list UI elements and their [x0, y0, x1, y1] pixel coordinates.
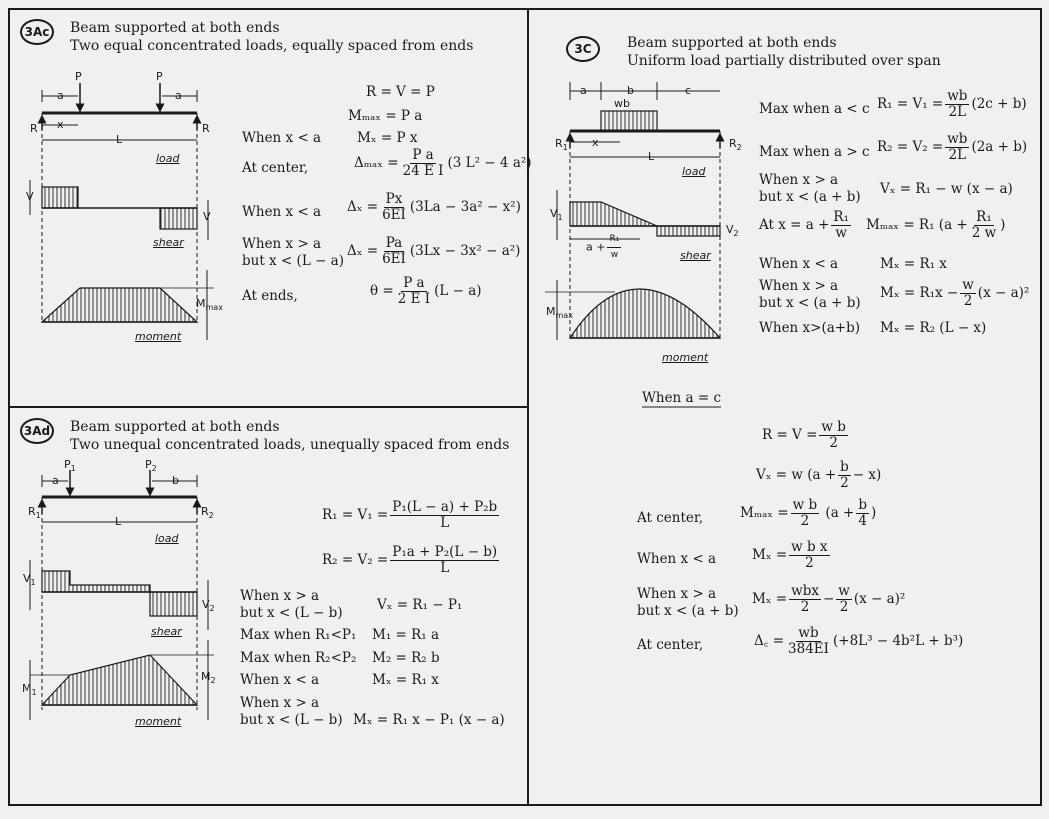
- condition: but x < (L − a): [242, 253, 345, 269]
- formula: R₂ = V₂ = $\frac{\text{P₁a + P₂(L − b)}}{L}$: [322, 544, 498, 576]
- formula: Mₓ = R₂ (L − x): [880, 320, 987, 336]
- condition: When x > a: [637, 586, 717, 602]
- condition: At center,: [637, 637, 704, 653]
- condition: but x < (a + b): [637, 603, 739, 619]
- label-r2: $R_2$: [201, 505, 214, 521]
- panel-subtitle: Two equal concentrated loads, equally spaced from ends: [70, 38, 474, 54]
- condition: Max when a < c: [759, 101, 870, 117]
- label-v1: $V_1$: [23, 572, 36, 588]
- condition: When x < a: [759, 256, 839, 272]
- panel-badge: 3C: [566, 36, 600, 62]
- label-r1: $R_1$: [555, 137, 568, 153]
- label-l: L: [116, 133, 123, 146]
- panel-title: Beam supported at both ends: [70, 419, 280, 435]
- panel-badge: 3Ac: [20, 19, 54, 45]
- caption-load: load: [155, 532, 179, 545]
- formula: R = V = $\frac{\text{w b}}{2}$: [762, 419, 846, 451]
- formula: M₁ = R₁ a: [372, 627, 440, 643]
- formula: Vₓ = R₁ − w (x − a): [880, 181, 1013, 197]
- caption-load: load: [156, 152, 180, 165]
- panel-title: Beam supported at both ends: [70, 20, 280, 36]
- label-b: b: [627, 84, 634, 97]
- label-p1: $P_1$: [64, 458, 76, 474]
- condition: When x < a: [242, 204, 322, 220]
- formula: R₁ = V₁ = $\frac{wb}{2L}$ (2c + b): [877, 88, 1027, 120]
- formula: Mₘₐₓ = P a: [348, 108, 423, 124]
- label-r1: $R_1$: [28, 505, 41, 521]
- condition: When x > a: [240, 695, 320, 711]
- formula: Mₓ = $\frac{\text{w b x}}{2}$: [752, 539, 828, 571]
- condition: but x < (a + b): [759, 189, 861, 205]
- condition: At center,: [637, 510, 704, 526]
- formula: θ = $\frac{\text{P a}}{\text{2 E I}}$ (L − a): [370, 275, 482, 307]
- label-p1: P: [75, 70, 82, 83]
- formula: Mₓ = R₁ x: [372, 672, 439, 688]
- moment-diagram: [570, 289, 720, 338]
- formula: M₂ = R₂ b: [372, 650, 440, 666]
- shear-region: [657, 226, 720, 236]
- caption-moment: moment: [135, 715, 182, 728]
- caption-moment: moment: [662, 351, 709, 364]
- condition: At x = a + $\frac{\text{R₁}}{w}$: [759, 209, 849, 241]
- condition: At center,: [242, 160, 309, 176]
- label-m1: $M_1$: [22, 682, 37, 698]
- formula: Mₓ = wbx 2 − $\frac{w}{2}$ (x − a)²: [752, 583, 906, 615]
- label-a: a: [175, 89, 182, 102]
- formula: R₂ = V₂ = $\frac{wb}{2L}$ (2a + b): [877, 131, 1028, 163]
- panel-title: Beam supported at both ends: [627, 35, 837, 51]
- label-v: V: [203, 210, 211, 223]
- label-r: R: [30, 122, 38, 135]
- formula: Δ꜀ = $\frac{wb}{384EI}$ (+8L³ − 4b²L + b³): [754, 625, 964, 657]
- condition: but x < (L − b): [240, 712, 343, 728]
- label-a: a: [57, 89, 64, 102]
- label-mmax: $M_{max}$: [546, 305, 573, 321]
- label-v2: $V_2$: [726, 223, 739, 239]
- formula: Mₘₐₓ = $\frac{\text{w b}}{2}$ (a + $\frac{b}{4}$ ): [740, 497, 877, 529]
- label-p2: $P_2$: [145, 458, 157, 474]
- formula: Mₘₐₓ = R₁ (a + $\frac{\text{R₁}}{2 w}$ ): [866, 209, 1006, 241]
- label-shear-position: a + $\frac{\text{R₁}}{w}$: [586, 234, 620, 260]
- caption-load: load: [682, 165, 706, 178]
- formula: Δₓ = $\frac{Px}{6EI}$ (3La − 3a² − x²): [347, 191, 521, 223]
- panel-subtitle: Two unequal concentrated loads, unequally spaced from ends: [70, 437, 510, 453]
- condition: At ends,: [242, 288, 298, 304]
- label-c: c: [685, 84, 692, 97]
- condition: Max when R₂<P₂: [240, 650, 357, 666]
- condition: Max when a > c: [759, 144, 870, 160]
- condition: When x > a: [759, 278, 839, 294]
- label-m2: $M_2$: [201, 670, 216, 686]
- caption-moment: moment: [135, 330, 182, 343]
- label-r2: $R_2$: [729, 137, 742, 153]
- distributed-load: [601, 111, 657, 131]
- label-v2: $V_2$: [202, 598, 215, 614]
- formula: R = V = P: [366, 84, 435, 100]
- label-v: V: [26, 190, 34, 203]
- condition: When x < a: [242, 130, 322, 146]
- label-x: x: [592, 136, 599, 149]
- condition: When x < a: [637, 551, 717, 567]
- label-x: x: [57, 118, 64, 131]
- label-l: L: [115, 515, 122, 528]
- label-p2: P: [156, 70, 163, 83]
- formula: Mₓ = P x: [357, 130, 418, 146]
- formula: Δₓ = $\frac{Pa}{6EI}$ (3Lx − 3x² − a²): [347, 235, 521, 267]
- label-a: a: [52, 474, 59, 487]
- shear-region: [570, 202, 657, 226]
- label-v1: $V_1$: [550, 207, 563, 223]
- condition: but x < (a + b): [759, 295, 861, 311]
- condition: When x < a: [240, 672, 320, 688]
- label-r: R: [202, 122, 210, 135]
- formula: Mₓ = R₁ x: [880, 256, 947, 272]
- condition: When x > a: [242, 236, 322, 252]
- condition: When x > a: [759, 172, 839, 188]
- label-mmax: $M_{max}$: [196, 297, 223, 313]
- formula: Vₓ = R₁ − P₁: [377, 597, 463, 613]
- label-a: a: [580, 84, 587, 97]
- caption-shear: shear: [151, 625, 182, 638]
- formula: Mₓ = R₁ x − P₁ (x − a): [353, 712, 505, 728]
- label-wb: wb: [614, 97, 630, 110]
- panel-subtitle: Uniform load partially distributed over span: [627, 53, 941, 69]
- condition: Max when R₁<P₁: [240, 627, 357, 643]
- panel-badge: 3Ad: [20, 418, 54, 444]
- formula: Mₓ = R₁x − $\frac{w}{2}$ (x − a)²: [880, 277, 1030, 309]
- sub-heading: When a = c: [642, 390, 722, 406]
- formula: Vₓ = w (a + $\frac{b}{2}$ − x): [756, 459, 882, 491]
- label-l: L: [648, 150, 655, 163]
- condition: but x < (L − b): [240, 605, 343, 621]
- caption-shear: shear: [153, 236, 184, 249]
- caption-shear: shear: [680, 249, 711, 262]
- formula: Δₘₐₓ = $\frac{\text{P a}}{\text{24 E I}}$ (3 L² − 4 a²): [354, 147, 532, 179]
- label-b: b: [172, 474, 179, 487]
- condition: When x>(a+b): [759, 320, 861, 336]
- condition: When x > a: [240, 588, 320, 604]
- formula: R₁ = V₁ = $\frac{\text{P₁(L − a) + P₂b}}{L}$: [322, 499, 498, 531]
